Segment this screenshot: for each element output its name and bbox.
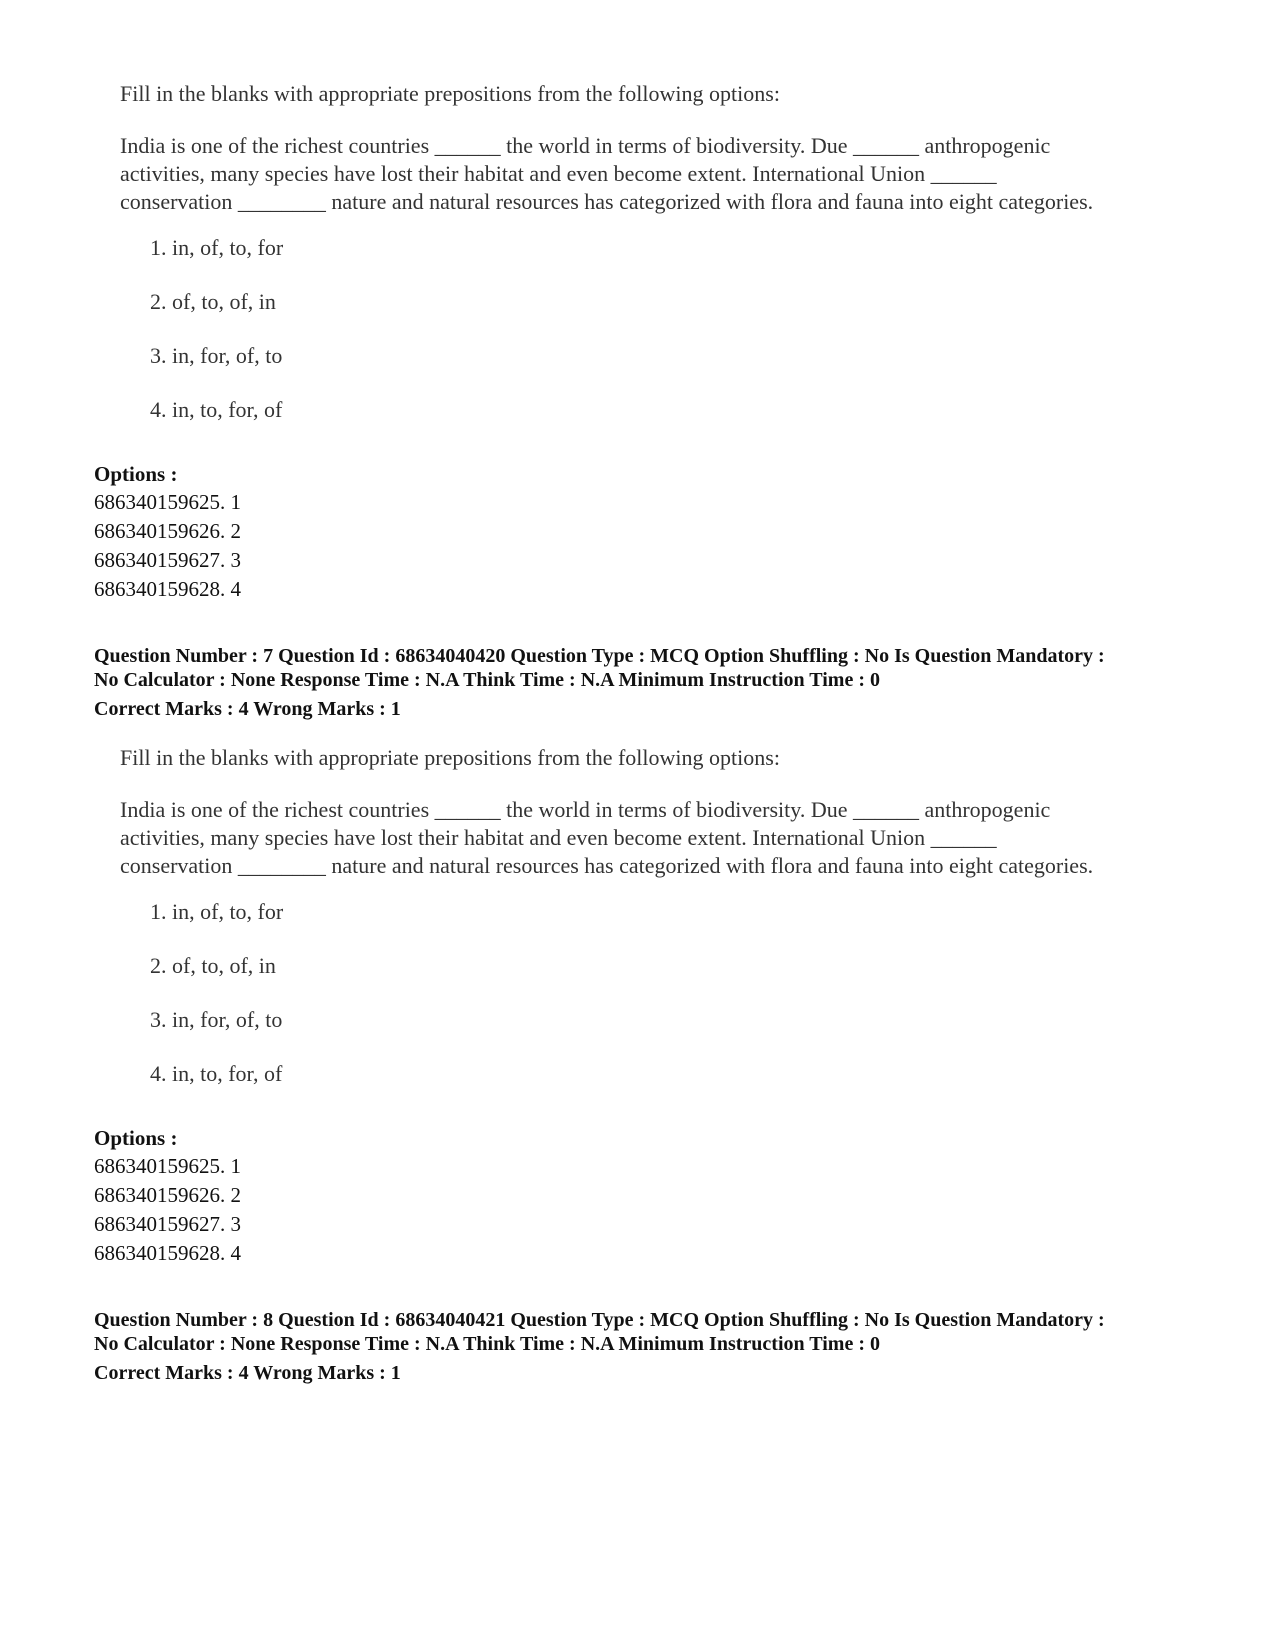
question-7-instruction: Fill in the blanks with appropriate prepositions from the following options: [120,745,780,770]
passage-line: activities, many species have lost their habitat and even become extent. International Union ______ [120,161,997,186]
question-7-meta-line-1: Question Number : 7 Question Id : 68634040420 Question Type : MCQ Option Shuffling : No Is Question Mandatory : [94,645,1105,667]
passage-line: India is one of the richest countries ______ the world in terms of biodiversity. Due ______ anthropogenic [120,797,1051,822]
question-7-choice-3: 3. in, for, of, to [150,1007,283,1032]
passage-line: activities, many species have lost their habitat and even become extent. International Union ______ [120,825,997,850]
question-6-choice-4: 4. in, to, for, of [150,397,283,422]
passage-line: conservation ________ nature and natural resources has categorized with flora and fauna into eight categories. [120,853,1094,878]
question-6-passage [120,132,1230,216]
question-7-option-1: 686340159625. 1 [94,1154,241,1178]
question-6-instruction: Fill in the blanks with appropriate prepositions from the following options: [120,81,780,106]
question-6-option-2: 686340159626. 2 [94,519,241,543]
question-6-choice-1: 1. in, of, to, for [150,235,284,260]
question-7-meta-line-2: No Calculator : None Response Time : N.A Think Time : N.A Minimum Instruction Time : 0 [94,669,880,691]
question-8-meta-line-1: Question Number : 8 Question Id : 68634040421 Question Type : MCQ Option Shuffling : No Is Question Mandatory : [94,1309,1105,1331]
question-7-passage [120,796,1230,880]
question-7-option-3: 686340159627. 3 [94,1212,241,1236]
question-7-options-label: Options : [94,1126,178,1150]
passage-line: conservation ________ nature and natural resources has categorized with flora and fauna into eight categories. [120,189,1094,214]
question-6-options-label: Options : [94,462,178,486]
question-7-marks: Correct Marks : 4 Wrong Marks : 1 [94,698,401,720]
question-7-option-2: 686340159626. 2 [94,1183,241,1207]
question-6-choice-2: 2. of, to, of, in [150,289,276,314]
question-7-choice-4: 4. in, to, for, of [150,1061,283,1086]
question-6-option-3: 686340159627. 3 [94,548,241,572]
passage-line: India is one of the richest countries ______ the world in terms of biodiversity. Due ______ anthropogenic [120,133,1051,158]
question-7-option-4: 686340159628. 4 [94,1241,241,1265]
question-6-option-1: 686340159625. 1 [94,490,241,514]
question-7-choice-1: 1. in, of, to, for [150,899,284,924]
question-8-meta-line-2: No Calculator : None Response Time : N.A Think Time : N.A Minimum Instruction Time : 0 [94,1333,880,1355]
question-6-option-4: 686340159628. 4 [94,577,241,601]
question-6-choice-3: 3. in, for, of, to [150,343,283,368]
question-8-marks: Correct Marks : 4 Wrong Marks : 1 [94,1362,401,1384]
question-7-choice-2: 2. of, to, of, in [150,953,276,978]
